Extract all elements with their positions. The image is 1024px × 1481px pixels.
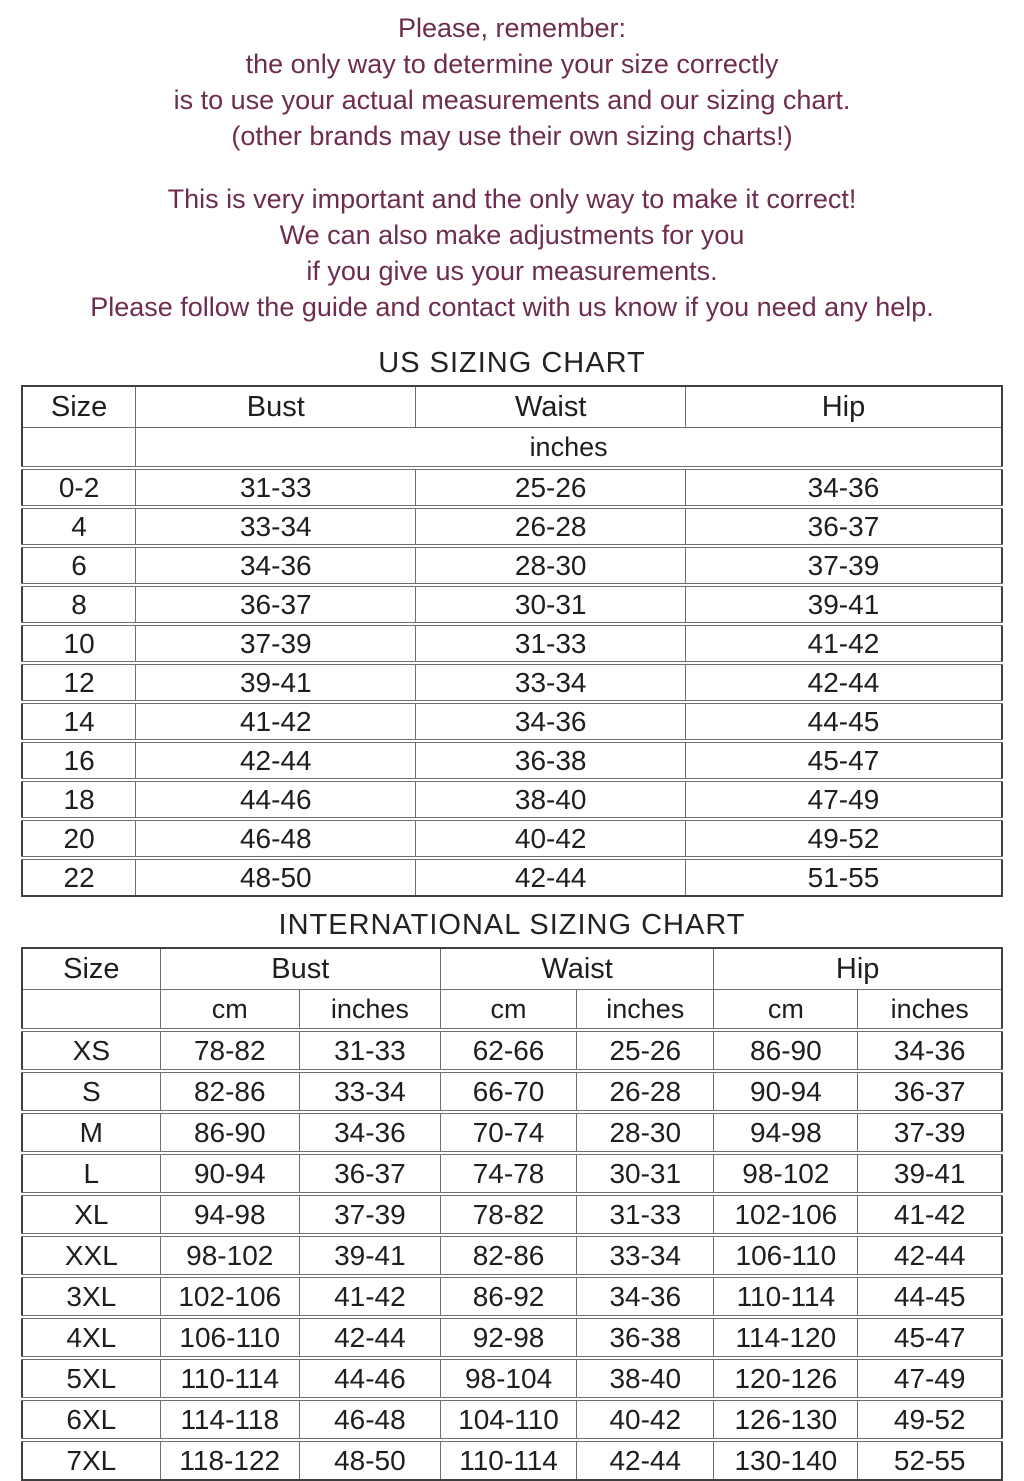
measurement-cell: 26-28: [416, 507, 686, 546]
measurement-cell: 26-28: [577, 1071, 714, 1112]
intl-table-row: [22, 1194, 1002, 1235]
measurement-cell: 42-44: [685, 663, 1002, 702]
us-table-row: [22, 819, 1002, 858]
measurement-cell: 90-94: [714, 1071, 858, 1112]
us-table-row: [22, 507, 1002, 546]
measurement-cell: 47-49: [858, 1358, 1002, 1399]
measurement-cell: 41-42: [685, 624, 1002, 663]
measurement-cell: 86-90: [160, 1112, 299, 1153]
measurement-cell: 78-82: [440, 1194, 576, 1235]
measurement-cell: 42-44: [577, 1440, 714, 1480]
measurement-cell: 98-104: [440, 1358, 576, 1399]
intl-table-row: [22, 1440, 1002, 1480]
measurement-cell: 34-36: [858, 1030, 1002, 1071]
measurement-cell: 41-42: [858, 1194, 1002, 1235]
measurement-cell: 39-41: [685, 585, 1002, 624]
empty-cell: [22, 428, 136, 469]
measurement-cell: 40-42: [577, 1399, 714, 1440]
us-header-row: [22, 386, 1002, 428]
intro-text: [0, 10, 1024, 325]
measurement-cell: 42-44: [136, 741, 416, 780]
measurement-cell: 49-52: [685, 819, 1002, 858]
measurement-cell: 51-55: [685, 858, 1002, 896]
unit-label-cm: cm: [440, 990, 576, 1031]
intl-table-row: [22, 1317, 1002, 1358]
measurement-cell: 42-44: [416, 858, 686, 896]
measurement-cell: 126-130: [714, 1399, 858, 1440]
measurement-cell: 30-31: [577, 1153, 714, 1194]
us-unit-row: [22, 428, 1002, 469]
size-cell: 8: [22, 585, 136, 624]
size-cell: XXL: [22, 1235, 160, 1276]
measurement-cell: 104-110: [440, 1399, 576, 1440]
us-sizing-table: [21, 385, 1003, 897]
us-table-row: [22, 702, 1002, 741]
measurement-cell: 38-40: [416, 780, 686, 819]
us-table-row: [22, 858, 1002, 896]
measurement-cell: 52-55: [858, 1440, 1002, 1480]
measurement-cell: 34-36: [299, 1112, 440, 1153]
unit-label-inches: inches: [136, 428, 1002, 469]
measurement-cell: 39-41: [136, 663, 416, 702]
measurement-cell: 110-114: [714, 1276, 858, 1317]
measurement-cell: 28-30: [416, 546, 686, 585]
size-cell: M: [22, 1112, 160, 1153]
measurement-cell: 34-36: [416, 702, 686, 741]
intl-table-row: [22, 1112, 1002, 1153]
measurement-cell: 114-120: [714, 1317, 858, 1358]
measurement-cell: 33-34: [136, 507, 416, 546]
measurement-cell: 31-33: [416, 624, 686, 663]
size-cell: 3XL: [22, 1276, 160, 1317]
unit-label-cm: cm: [160, 990, 299, 1031]
measurement-cell: 78-82: [160, 1030, 299, 1071]
size-cell: 18: [22, 780, 136, 819]
size-cell: XS: [22, 1030, 160, 1071]
measurement-cell: 46-48: [299, 1399, 440, 1440]
intro-line: is to use your actual measurements and our sizing chart.: [173, 85, 851, 115]
size-cell: 6XL: [22, 1399, 160, 1440]
measurement-cell: 82-86: [440, 1235, 576, 1276]
measurement-cell: 31-33: [136, 468, 416, 507]
intl-unit-row: [22, 990, 1002, 1031]
measurement-cell: 98-102: [160, 1235, 299, 1276]
measurement-cell: 102-106: [714, 1194, 858, 1235]
column-header-hip: Hip: [714, 948, 1002, 990]
intl-table-row: [22, 1071, 1002, 1112]
unit-label-cm: cm: [714, 990, 858, 1031]
column-header-size: Size: [22, 948, 160, 990]
intro-line: Please follow the guide and contact with us know if you need any help.: [90, 292, 934, 322]
intro-line: This is very important and the only way to make it correct!: [167, 184, 857, 214]
us-table-row: [22, 468, 1002, 507]
measurement-cell: 33-34: [416, 663, 686, 702]
measurement-cell: 33-34: [299, 1071, 440, 1112]
measurement-cell: 74-78: [440, 1153, 576, 1194]
measurement-cell: 45-47: [685, 741, 1002, 780]
size-cell: 0-2: [22, 468, 136, 507]
intl-table-row: [22, 1276, 1002, 1317]
measurement-cell: 42-44: [299, 1317, 440, 1358]
measurement-cell: 36-38: [416, 741, 686, 780]
measurement-cell: 37-39: [685, 546, 1002, 585]
intro-line: Please, remember:: [397, 13, 627, 43]
measurement-cell: 34-36: [136, 546, 416, 585]
size-cell: 16: [22, 741, 136, 780]
column-header-bust: Bust: [136, 386, 416, 428]
size-cell: 22: [22, 858, 136, 896]
measurement-cell: 102-106: [160, 1276, 299, 1317]
measurement-cell: 94-98: [714, 1112, 858, 1153]
measurement-cell: 44-45: [858, 1276, 1002, 1317]
measurement-cell: 110-114: [160, 1358, 299, 1399]
measurement-cell: 90-94: [160, 1153, 299, 1194]
measurement-cell: 118-122: [160, 1440, 299, 1480]
measurement-cell: 36-37: [685, 507, 1002, 546]
column-header-size: Size: [22, 386, 136, 428]
measurement-cell: 48-50: [299, 1440, 440, 1480]
size-cell: 20: [22, 819, 136, 858]
intl-table-row: [22, 1358, 1002, 1399]
measurement-cell: 33-34: [577, 1235, 714, 1276]
intro-block-1: [0, 10, 1024, 154]
intl-table-row: [22, 1399, 1002, 1440]
measurement-cell: 94-98: [160, 1194, 299, 1235]
us-table-row: [22, 663, 1002, 702]
us-table-row: [22, 624, 1002, 663]
measurement-cell: 25-26: [416, 468, 686, 507]
measurement-cell: 39-41: [299, 1235, 440, 1276]
us-table-row: [22, 546, 1002, 585]
intro-line: the only way to determine your size correctly: [245, 49, 779, 79]
us-table-row: [22, 741, 1002, 780]
size-cell: 6: [22, 546, 136, 585]
us-table-row: [22, 585, 1002, 624]
measurement-cell: 39-41: [858, 1153, 1002, 1194]
measurement-cell: 98-102: [714, 1153, 858, 1194]
size-cell: 7XL: [22, 1440, 160, 1480]
measurement-cell: 25-26: [577, 1030, 714, 1071]
empty-cell: [22, 990, 160, 1031]
intl-chart-title: INTERNATIONAL SIZING CHART: [278, 909, 746, 941]
intro-line: (other brands may use their own sizing charts!): [231, 121, 793, 151]
measurement-cell: 120-126: [714, 1358, 858, 1399]
measurement-cell: 130-140: [714, 1440, 858, 1480]
measurement-cell: 34-36: [577, 1276, 714, 1317]
measurement-cell: 44-45: [685, 702, 1002, 741]
measurement-cell: 37-39: [299, 1194, 440, 1235]
measurement-cell: 37-39: [858, 1112, 1002, 1153]
measurement-cell: 49-52: [858, 1399, 1002, 1440]
intl-table-row: [22, 1153, 1002, 1194]
measurement-cell: 31-33: [299, 1030, 440, 1071]
measurement-cell: 47-49: [685, 780, 1002, 819]
intl-table-row: [22, 1235, 1002, 1276]
unit-label-inches: inches: [299, 990, 440, 1031]
measurement-cell: 114-118: [160, 1399, 299, 1440]
measurement-cell: 28-30: [577, 1112, 714, 1153]
size-cell: 10: [22, 624, 136, 663]
intro-block-2: [0, 181, 1024, 325]
measurement-cell: 66-70: [440, 1071, 576, 1112]
intl-table-row: [22, 1030, 1002, 1071]
measurement-cell: 45-47: [858, 1317, 1002, 1358]
column-header-hip: Hip: [685, 386, 1002, 428]
measurement-cell: 40-42: [416, 819, 686, 858]
size-cell: 12: [22, 663, 136, 702]
size-cell: 4: [22, 507, 136, 546]
measurement-cell: 37-39: [136, 624, 416, 663]
measurement-cell: 46-48: [136, 819, 416, 858]
measurement-cell: 36-37: [136, 585, 416, 624]
measurement-cell: 38-40: [577, 1358, 714, 1399]
measurement-cell: 82-86: [160, 1071, 299, 1112]
measurement-cell: 106-110: [714, 1235, 858, 1276]
column-header-bust: Bust: [160, 948, 440, 990]
us-chart-title: US SIZING CHART: [378, 347, 646, 379]
size-cell: S: [22, 1071, 160, 1112]
measurement-cell: 34-36: [685, 468, 1002, 507]
size-cell: XL: [22, 1194, 160, 1235]
measurement-cell: 42-44: [858, 1235, 1002, 1276]
column-header-waist: Waist: [416, 386, 686, 428]
measurement-cell: 30-31: [416, 585, 686, 624]
measurement-cell: 44-46: [136, 780, 416, 819]
measurement-cell: 44-46: [299, 1358, 440, 1399]
intro-line: We can also make adjustments for you: [279, 220, 745, 250]
measurement-cell: 36-37: [299, 1153, 440, 1194]
us-table-row: [22, 780, 1002, 819]
measurement-cell: 92-98: [440, 1317, 576, 1358]
intro-line: if you give us your measurements.: [306, 256, 718, 286]
measurement-cell: 36-38: [577, 1317, 714, 1358]
measurement-cell: 41-42: [136, 702, 416, 741]
measurement-cell: 86-92: [440, 1276, 576, 1317]
size-cell: 5XL: [22, 1358, 160, 1399]
measurement-cell: 48-50: [136, 858, 416, 896]
measurement-cell: 86-90: [714, 1030, 858, 1071]
column-header-waist: Waist: [440, 948, 713, 990]
measurement-cell: 36-37: [858, 1071, 1002, 1112]
measurement-cell: 106-110: [160, 1317, 299, 1358]
measurement-cell: 62-66: [440, 1030, 576, 1071]
size-cell: 14: [22, 702, 136, 741]
size-cell: L: [22, 1153, 160, 1194]
intl-sizing-table: [21, 947, 1003, 1481]
intl-header-row: [22, 948, 1002, 990]
unit-label-inches: inches: [858, 990, 1002, 1031]
measurement-cell: 110-114: [440, 1440, 576, 1480]
measurement-cell: 70-74: [440, 1112, 576, 1153]
size-cell: 4XL: [22, 1317, 160, 1358]
measurement-cell: 41-42: [299, 1276, 440, 1317]
unit-label-inches: inches: [577, 990, 714, 1031]
measurement-cell: 31-33: [577, 1194, 714, 1235]
